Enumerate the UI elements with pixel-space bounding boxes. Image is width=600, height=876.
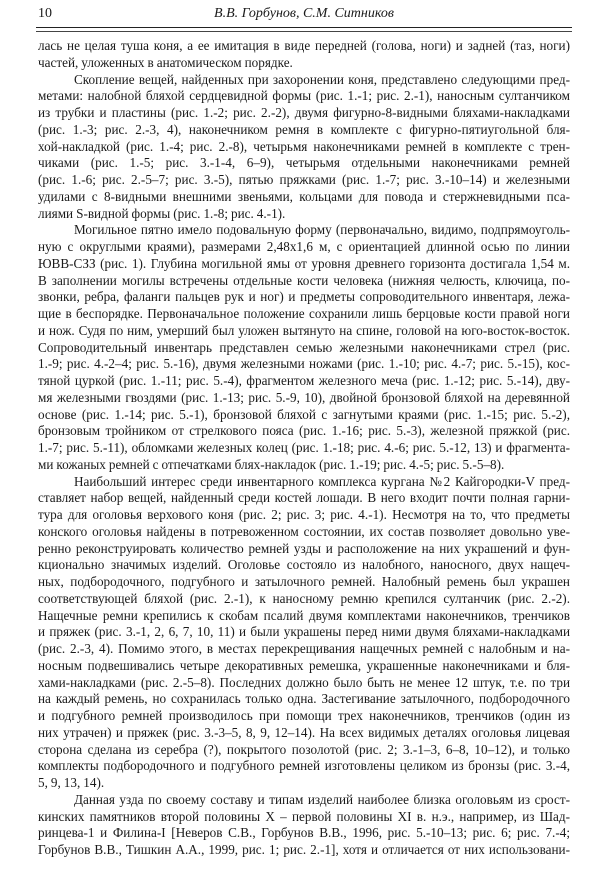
text-line: Сопроводительный инвентарь представлен семью железными наконечниками стрел (рис. — [38, 339, 570, 355]
text-line: Горбунов В.В., Тишкин А.А., 1999, рис. 1; рис. 2.-1], хотя и отличается от них использовани- — [38, 842, 570, 857]
text-line: конского оголовья найдены в потревоженном состоянии, их состав позволяет довольно уве- — [38, 523, 570, 539]
text-line: бронзовым тройником от стрелкового пояса (рис. 1.-16; рис. 5.-3), железной пряжкой (рис. — [38, 423, 570, 439]
text-line: ставляет набор вещей, найденный среди костей лошади. В него входит почти полная гарни- — [38, 490, 570, 506]
text-line: комплекты подбородочного и подгубного ремней изготовлены целиком из бронзы (рис. 3.-4, — [38, 758, 570, 774]
text-line: ную с округлыми краями), размерами 2,48x1,6 м, с ориентацией длинной осью по линии — [38, 239, 570, 254]
text-line: хой-накладкой (рис. 1.-4; рис. 2.-8), четырьмя наконечниками ремней в комплекте с трен- — [38, 138, 570, 154]
text-line: чиками (рис. 1.-5; рис. 3.-1-4, 6–9), четырьмя отдельными наконечниками ремней — [38, 155, 570, 171]
text-line: и подгубного ремней производилось при помощи трех наконечников, тренчиков (один из — [38, 708, 570, 723]
text-line: ных, подбородочного, подгубного и затылочного ремней. Налобный ремень был украшен — [38, 574, 570, 589]
text-line: В заполнении могилы встречены отдельные кости человека (нижняя челюсть, ключица, по- — [38, 272, 570, 288]
text-line: соответствующей бляхой (рис. 2.-1), к наносному ремню крепился султанчик (рис. 2.-2). — [38, 590, 570, 606]
paragraph-first-line: Могильное пятно имело подовальную форму (первоначально, видимо, подпрямоуголь- — [74, 222, 570, 238]
text-line: из трубки и пластины (рис. 1.-2; рис. 2.-2), двумя фигурно-8-видными бляхами-накладками — [38, 105, 570, 120]
text-line: них утрачен) и пряжек (рис. 3.-3–5, 8, 9, 12–14). На всех видимых деталях оголовья лицевая — [38, 724, 570, 740]
text-line: тяной цуркой (рис. 1.-11; рис. 5.-4), фрагментом железного меча (рис. 1.-12; рис. 5.-14), дву- — [38, 373, 570, 388]
body-text — [38, 38, 570, 859]
text-line: лиями S-видной формы (рис. 1.-8; рис. 4.-1). — [38, 205, 286, 221]
text-line: щие в беспорядке. Первоначальное положение сохранили лишь берцовые кости правой ноги — [38, 306, 570, 321]
paragraph-first-line: Скопление вещей, найденных при захоронении коня, представлено следующими пред- — [74, 71, 570, 87]
paragraph-first-line: Наибольший интерес среди инвентарного комплекса кургана №2 Кайгородки-V пред- — [74, 473, 570, 489]
text-line: и пряжек (рис. 3.-1, 2, 6, 7, 10, 11) и были украшены перед ними двумя бляхами-накладками — [38, 624, 570, 640]
text-line: 1.-9; рис. 4.-2–4; рис. 5.-16), двумя железными ножами (рис. 1.-10; рис. 4.-7; рис. 5.-15), кос- — [38, 356, 570, 372]
text-line: и нож. Судя по ним, умерший был уложен вытянуто на спине, головой на юго-восток-восток. — [38, 322, 570, 338]
text-line: ЮВВ-СЗЗ (рис. 1). Глубина могильной ямы от уровня древнего горизонта достигала 1,54 м. — [38, 255, 570, 271]
text-line: тура для оголовья верхового коня (рис. 2; рис. 3; рис. 4.-1). Несмотря на то, что предметы — [38, 507, 570, 522]
text-line: кционально значимых изделий. Оголовье состояло из налобного, наносного, двух нащеч- — [38, 557, 570, 573]
header-rule-thin — [36, 31, 572, 32]
running-title: В.В. Горбунов, С.М. Ситников — [214, 6, 394, 21]
text-line: ренно реконструировать количество ремней узды и расположение на них украшений и фун- — [38, 540, 570, 556]
paragraph-first-line: Данная узда по своему составу и типам изделий наиболее близка оголовьям из срост- — [74, 791, 570, 807]
text-line: метами: налобной бляхой сердцевидной формы (рис. 1.-1; рис. 2.-1), наносным султанчиком — [38, 88, 570, 104]
text-line: носным подвешивались четыре декоративных ремешка, украшенные наконечниками и бля- — [38, 657, 570, 673]
text-line: на каждый ремень, но сохранилась только одна. Застегивание затылочного, подбородочного — [38, 691, 570, 707]
text-line: частей, уложенных в анатомическом порядке. — [38, 54, 293, 70]
text-line: звонки, ребра, фаланги пальцев рук и ног) и предметы сопроводительного инвентаря, лежа- — [38, 289, 570, 305]
page-header — [38, 4, 570, 24]
text-line: хами-накладками (рис. 2.-5–8). Последних должно было быть не менее 12 штук, т.е. по три — [38, 674, 570, 690]
text-line: (рис. 1.-3; рис. 2.-3, 4), наконечником ремня в комплекте с фигурно-пятиугольной бля- — [38, 121, 570, 137]
text-line: ми кожаных ремней с отпечатками блях-накладок (рис. 1.-19; рис. 4.-5; рис. 5.-5–8). — [38, 456, 505, 472]
text-line: кинских памятников второй половины X – первой половины XI в. н.э., например, из Шад- — [38, 808, 570, 824]
text-line: удилами с 8-видными внешними звеньями, кольцами для повода и стержневидными пса- — [38, 188, 570, 204]
text-line: 5, 9, 13, 14). — [38, 775, 105, 790]
header-rule-thick — [36, 27, 572, 28]
text-line: лась не целая туша коня, а ее имитация в виде передней (голова, ноги) и задней (таз, ноги) — [38, 38, 570, 53]
text-line: ринцева-1 и Филина-I [Неверов С.В., Горбунов В.В., 1996, рис. 5.-10–13; рис. 6; рис. 7.-4; — [38, 825, 570, 841]
page-number: 10 — [38, 6, 52, 21]
text-line: (рис. 2.-3, 4). Помимо этого, в местах перекрещивания нащечных ремней с налобным и на- — [38, 641, 570, 656]
text-line: Нащечные ремни крепились к скобам псалий двумя комплектами наконечников, тренчиков — [38, 607, 570, 623]
text-line: основе (рис. 1.-14; рис. 5.-1), бронзовой бляхой с загнутыми краями (рис. 1.-15; рис. 5.-2), — [38, 406, 570, 422]
text-line: мя железными гвоздями (рис. 1.-13; рис. 5.-9, 10), двойной бронзовой бляхой на деревянной — [38, 389, 570, 405]
text-line: 1.-7; рис. 5.-11), обломками железных колец (рис. 1.-18; рис. 4.-6; рис. 5.-12, 13) и фрагмента- — [38, 440, 570, 455]
text-line: сторона сделана из серебра (?), покрытого позолотой (рис. 2; 3.-1–3, 6–8, 10–12), и только — [38, 741, 570, 757]
text-line: (рис. 1.-6; рис. 2.-5–7; рис. 3.-5), пятью пряжками (рис. 1.-7; рис. 3.-10–14) и железными — [38, 172, 570, 187]
